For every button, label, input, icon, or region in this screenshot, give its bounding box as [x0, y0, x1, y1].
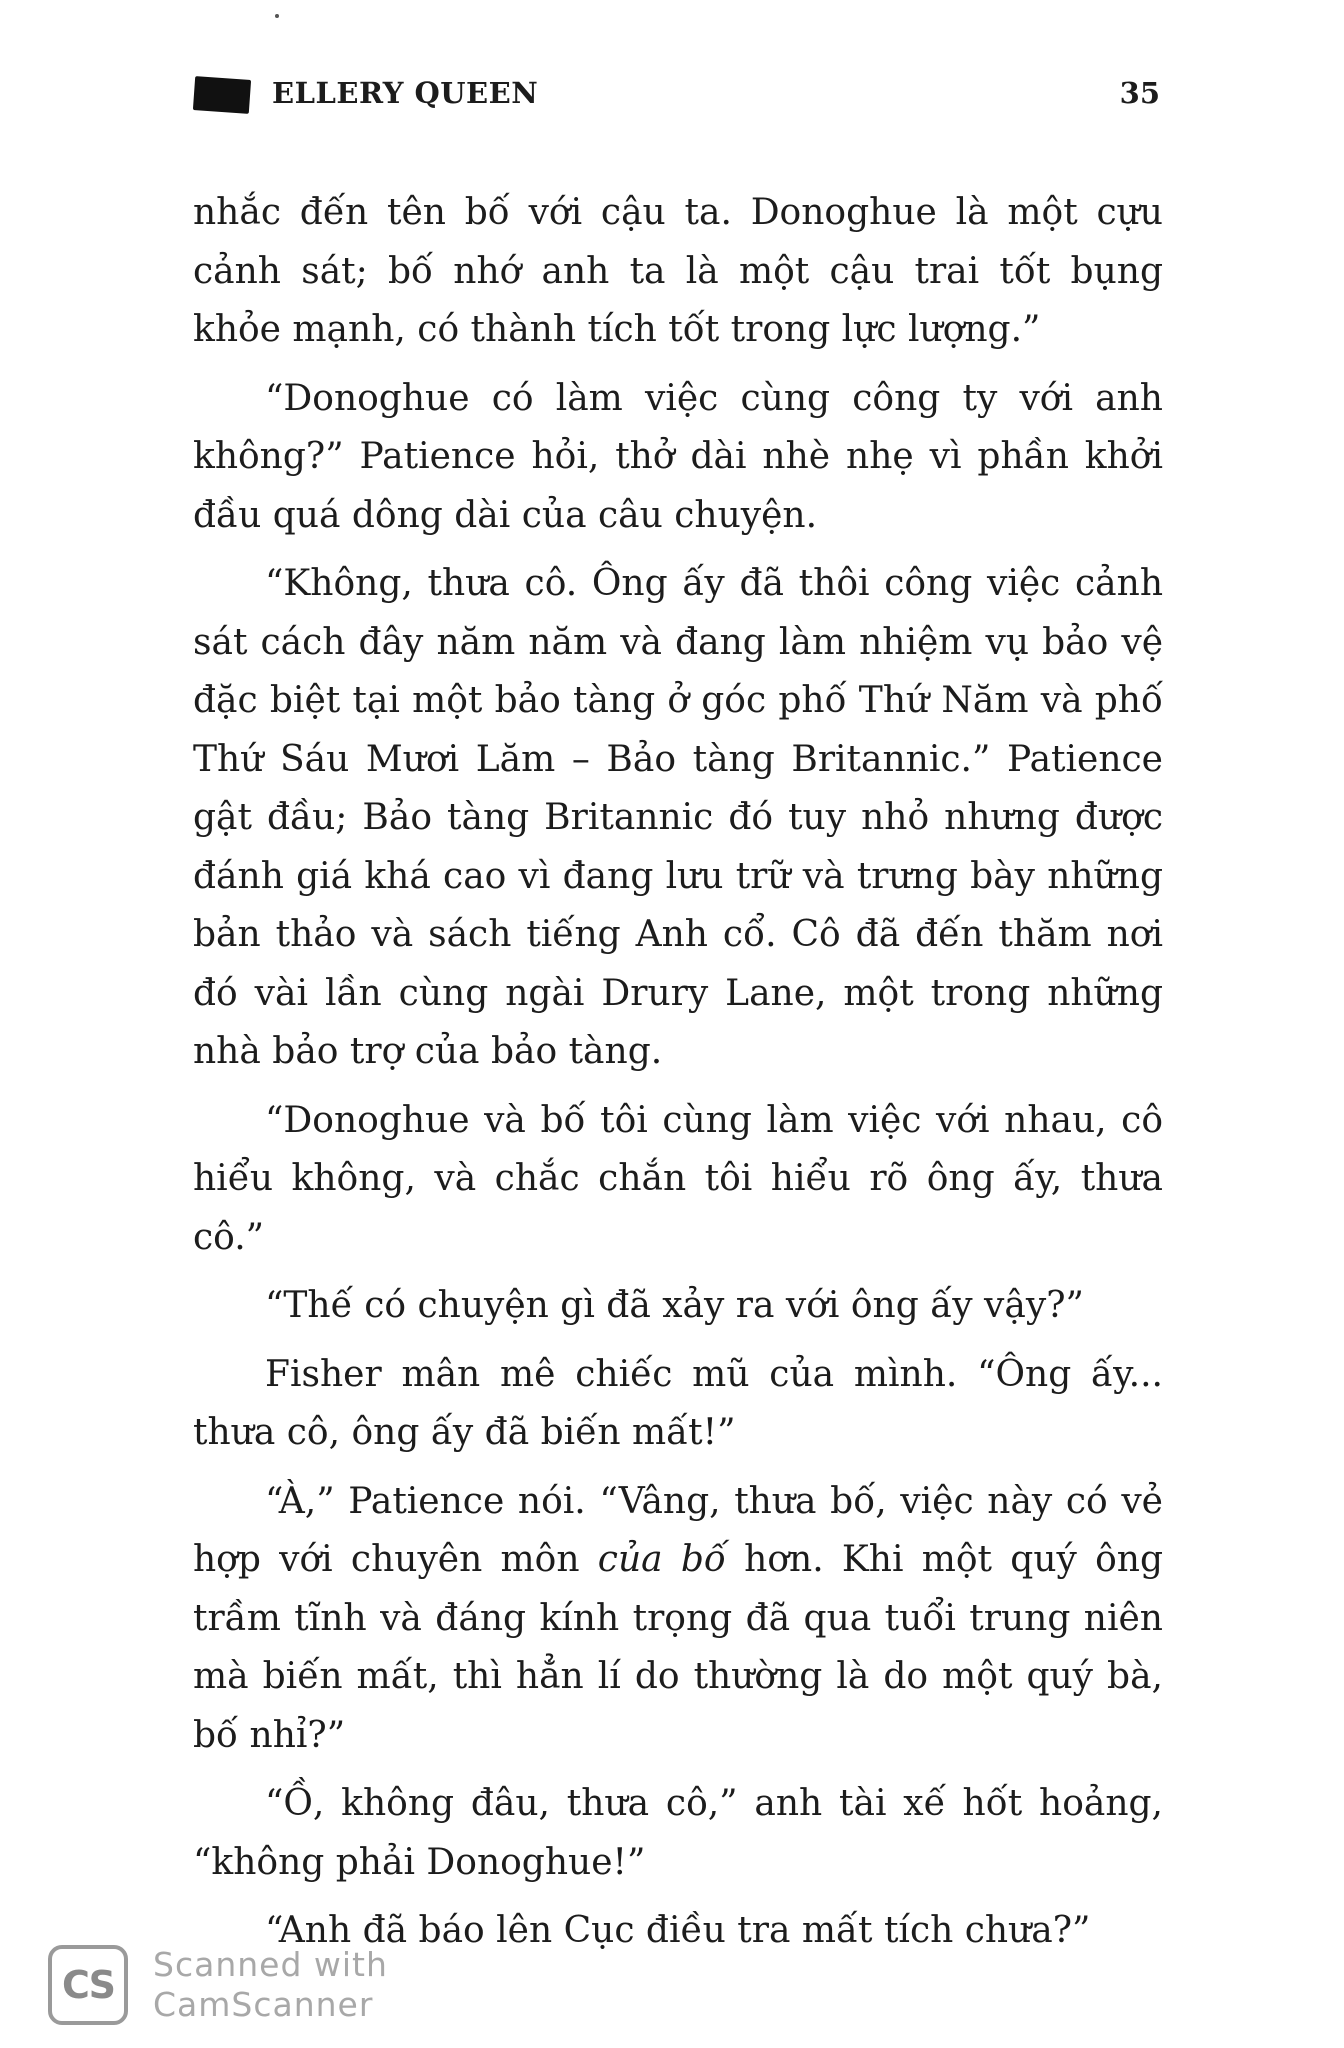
body-text: [193, 184, 1163, 1971]
watermark-line-2: CamScanner: [153, 1985, 374, 2024]
italic-text: của bố: [597, 1539, 726, 1580]
page-number: 35: [1119, 76, 1160, 110]
header-block-mark: [193, 76, 251, 114]
paragraph-text: “Không, thưa cô. Ông ấy đã thôi công việc cảnh sát cách đây năm năm và đang làm nhiệm vụ bảo vệ đặc biệt tại một bảo tàng ở góc phố Thứ Năm và phố Thứ Sáu Mươi Lăm – Bảo tàng Britannic.” Patience gật đầu; Bảo tàng Britannic đó tuy nhỏ nhưng được đánh giá khá cao vì đang lưu trữ và trưng bày những bản thảo và sách tiếng Anh cổ. Cô đã đến thăm nơi đó vài lần cùng ngài Drury Lane, một trong những nhà bảo trợ của bảo tàng.: [193, 563, 1163, 1072]
paragraph-text: Fisher mân mê chiếc mũ của mình. “Ông ấy... thưa cô, ông ấy đã biến mất!”: [193, 1353, 1163, 1453]
scan-speck: [275, 14, 279, 18]
paragraph-text: “Thế có chuyện gì đã xảy ra với ông ấy vậy?”: [265, 1285, 1084, 1326]
paragraph-text: “Donoghue và bố tôi cùng làm việc với nhau, cô hiểu không, và chắc chắn tôi hiểu rõ ông ấy, thưa cô.”: [193, 1099, 1163, 1258]
paragraph: [193, 1346, 1163, 1463]
paragraph-text: “Donoghue có làm việc cùng công ty với anh không?” Patience hỏi, thở dài nhè nhẹ vì phần khởi đầu quá dông dài của câu chuyện.: [193, 377, 1163, 536]
running-header: [190, 74, 1160, 118]
paragraph-text: “À,” Patience nói. “Vâng, thưa bố, việc này có vẻ hợp với chuyên môn: [193, 1480, 1163, 1580]
paragraph: [193, 555, 1163, 1082]
paragraph: [193, 1775, 1163, 1892]
watermark-line-1: Scanned with: [153, 1945, 388, 1984]
paragraph-text: nhắc đến tên bố với cậu ta. Donoghue là một cựu cảnh sát; bố nhớ anh ta là một cậu trai tốt bụng khỏe mạnh, có thành tích tốt trong lực lượng.”: [193, 192, 1163, 350]
paragraph: [193, 1473, 1163, 1766]
running-header-title: ELLERY QUEEN: [272, 76, 539, 110]
camscanner-logo-icon: CS: [48, 1945, 128, 2025]
paragraph: [193, 370, 1163, 546]
paragraph: [193, 1277, 1163, 1336]
watermark-text: [153, 1945, 388, 2025]
paragraph-text: “Ồ, không đâu, thưa cô,” anh tài xế hốt hoảng, “không phải Donoghue!”: [193, 1783, 1163, 1883]
paragraph-text: hơn. Khi một quý ông trầm tĩnh và đáng kính trọng đã qua tuổi trung niên mà biến mất, thì hẳn lí do thường là do một quý bà, bố nhỉ?”: [193, 1539, 1163, 1756]
camscanner-watermark: [48, 1945, 448, 2035]
paragraph: [193, 1092, 1163, 1268]
paragraph-text: “Anh đã báo lên Cục điều tra mất tích chưa?”: [265, 1910, 1091, 1951]
paragraph: [193, 184, 1163, 360]
